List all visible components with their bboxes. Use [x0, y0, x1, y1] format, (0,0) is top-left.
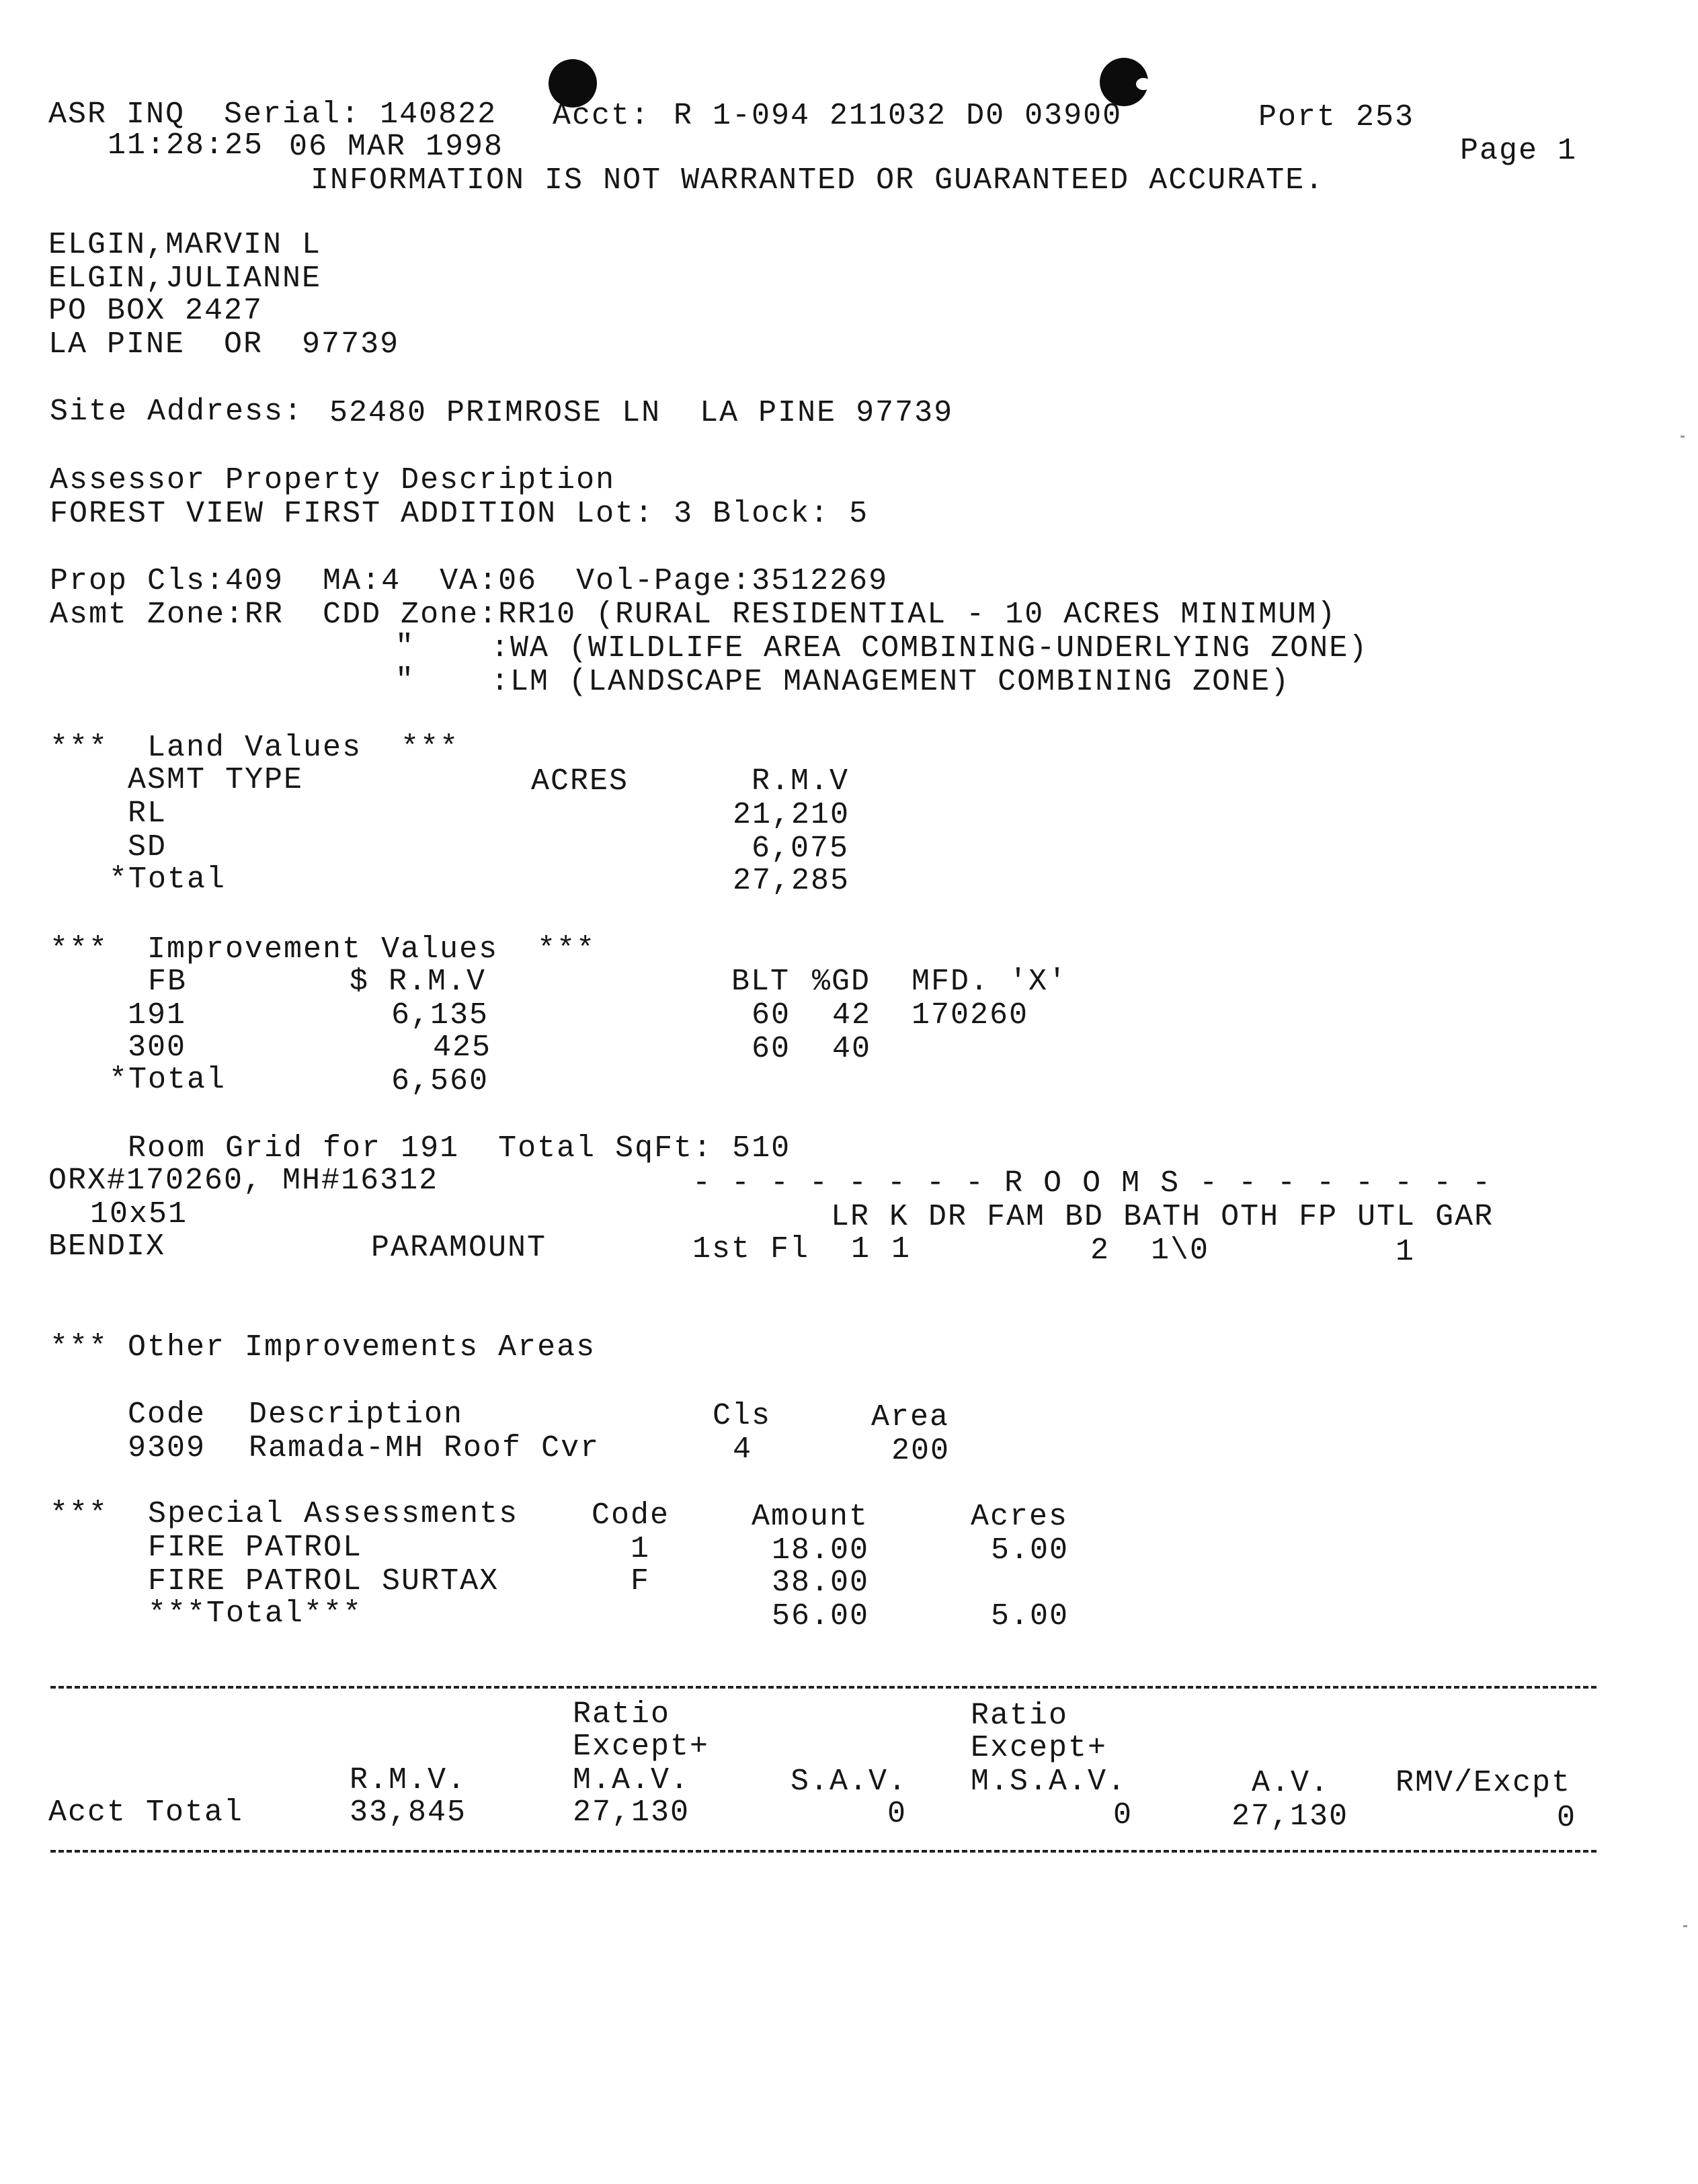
impr-row-gd: 42 — [832, 998, 872, 1033]
improvement-values-heading: *** Improvement Values *** — [50, 932, 596, 967]
land-row-rmv: 21,210 — [733, 798, 850, 832]
legal-description: FOREST VIEW FIRST ADDITION Lot: 3 Block: 5 — [50, 497, 869, 531]
except-label-1: Except+ — [573, 1730, 710, 1764]
dashed-divider-top — [50, 1686, 1596, 1689]
sa-row-name: FIRE PATROL — [148, 1531, 363, 1565]
acct-label: Acct: — [553, 99, 651, 133]
sa-row-code: F — [631, 1564, 651, 1599]
disclaimer: INFORMATION IS NOT WARRANTED OR GUARANTEED ACCURATE. — [311, 163, 1325, 198]
room-lr: 1 — [851, 1232, 871, 1266]
site-address-label: Site Address: — [50, 395, 304, 429]
total-col-av: A.V. — [1252, 1766, 1330, 1800]
land-values-heading: *** Land Values *** — [50, 731, 460, 765]
sa-row-amount: 38.00 — [772, 1566, 870, 1600]
land-total-rmv: 27,285 — [733, 864, 850, 898]
impr-row-rmv: 6,135 — [391, 998, 489, 1033]
land-col-rmv: R.M.V — [752, 764, 850, 799]
scan-speck — [1681, 436, 1685, 438]
impr-row-fb: 300 — [128, 1030, 187, 1065]
sa-row-code: 1 — [631, 1532, 651, 1566]
zone-lm: :LM (LANDSCAPE MANAGEMENT COMBINING ZONE) — [491, 665, 1291, 699]
rooms-banner: - - - - - - - - R O O M S - - - - - - - - — [692, 1166, 1492, 1201]
port-number: Port 253 — [1258, 100, 1415, 134]
sa-row-acres: 5.00 — [991, 1533, 1069, 1568]
room-k: 1 — [891, 1232, 912, 1266]
impr-col-gd: %GD — [812, 965, 871, 999]
other-row-cls: 4 — [733, 1432, 753, 1467]
other-improvements-heading: *** Other Improvements Areas — [50, 1330, 596, 1365]
sa-total-label: ***Total*** — [148, 1596, 363, 1631]
acct-number: R 1-094 211032 D0 03900 — [674, 99, 1123, 133]
sa-row-amount: 18.00 — [772, 1533, 870, 1568]
impr-col-mfd: MFD. 'X' — [912, 965, 1068, 999]
zone-line: Asmt Zone:RR CDD Zone:RR10 (RURAL RESIDENTIAL - 10 ACRES MINIMUM) — [50, 598, 1337, 632]
report-date: 06 MAR 1998 — [289, 130, 504, 164]
sa-col-code: Code — [592, 1498, 670, 1533]
total-col-sav: S.A.V. — [791, 1765, 908, 1799]
impr-col-rmv: $ R.M.V — [350, 965, 487, 999]
other-row-code: 9309 — [128, 1431, 206, 1465]
room-floor: 1st Fl — [692, 1232, 810, 1266]
ratio-label-2: Ratio — [971, 1699, 1069, 1733]
sa-row-name: FIRE PATROL SURTAX — [148, 1564, 499, 1599]
room-bd: 2 — [1090, 1233, 1110, 1268]
orx-mh-number: ORX#170260, MH#16312 — [48, 1164, 439, 1198]
ratio-label-1: Ratio — [573, 1697, 671, 1732]
sa-total-amount: 56.00 — [772, 1599, 870, 1633]
property-class-line: Prop Cls:409 MA:4 VA:06 Vol-Page:3512269 — [50, 564, 889, 598]
report-id-serial: ASR INQ Serial: 140822 — [48, 97, 497, 132]
acct-total-rmv: 33,845 — [350, 1795, 467, 1830]
dashed-divider-bottom — [50, 1850, 1596, 1853]
acct-total-rmvexcpt: 0 — [1557, 1801, 1577, 1835]
site-address: 52480 PRIMROSE LN LA PINE 97739 — [329, 396, 954, 430]
other-col-cls: Cls — [713, 1399, 772, 1433]
acct-total-sav: 0 — [887, 1797, 907, 1831]
owner-name-1: ELGIN,MARVIN L — [48, 228, 322, 262]
other-col-code: Code — [128, 1398, 206, 1432]
impr-col-fb: FB — [148, 965, 188, 999]
other-row-area: 200 — [891, 1434, 951, 1468]
impr-row-gd: 40 — [832, 1032, 872, 1066]
owner-city-state-zip: LA PINE OR 97739 — [48, 327, 400, 362]
impr-row-fb: 191 — [128, 998, 187, 1033]
land-col-type: ASMT TYPE — [128, 763, 304, 797]
total-col-mav: M.A.V. — [573, 1763, 690, 1797]
special-assessments-stars: *** — [50, 1497, 109, 1531]
other-row-desc: Ramada-MH Roof Cvr — [249, 1431, 600, 1465]
acct-total-av: 27,130 — [1231, 1799, 1349, 1834]
impr-row-blt: 60 — [752, 998, 791, 1033]
room-bath: 1\0 — [1151, 1233, 1210, 1268]
land-total-label: *Total — [109, 862, 227, 897]
room-grid-title: Room Grid for 191 Total SqFt: 510 — [128, 1131, 791, 1166]
sa-col-acres: Acres — [971, 1500, 1069, 1534]
land-row-rmv: 6,075 — [752, 832, 850, 866]
home-size: 10x51 — [90, 1197, 188, 1231]
owner-name-2: ELGIN,JULIANNE — [48, 261, 322, 296]
ditto-mark: " — [395, 663, 415, 698]
impr-col-blt: BLT — [731, 965, 791, 999]
impr-row-rmv: 425 — [433, 1030, 492, 1065]
zone-wa: :WA (WILDLIFE AREA COMBINING-UNDERLYING ZONE) — [491, 631, 1369, 665]
report-time: 11:28:25 — [108, 128, 264, 163]
acct-total-mav: 27,130 — [573, 1795, 690, 1830]
sa-col-amount: Amount — [752, 1500, 869, 1534]
land-col-acres: ACRES — [531, 764, 629, 799]
special-assessments-heading: Special Assessments — [148, 1497, 519, 1531]
total-col-rmv: R.M.V. — [350, 1763, 467, 1797]
room-utl: 1 — [1396, 1235, 1416, 1269]
land-row-type: SD — [128, 830, 167, 864]
room-columns: LR K DR FAM BD BATH OTH FP UTL GAR — [831, 1200, 1494, 1234]
scan-speck — [1683, 1925, 1687, 1927]
except-label-2: Except+ — [971, 1731, 1108, 1765]
other-col-area: Area — [871, 1400, 950, 1434]
impr-row-mfd: 170260 — [912, 998, 1029, 1033]
acct-total-msav: 0 — [1113, 1798, 1133, 1832]
other-col-desc: Description — [249, 1398, 464, 1432]
owner-address: PO BOX 2427 — [48, 294, 264, 328]
impr-total-rmv: 6,560 — [391, 1064, 489, 1098]
total-col-rmvexcpt: RMV/Excpt — [1396, 1766, 1572, 1800]
page-number: Page 1 — [1460, 134, 1578, 168]
home-model: PARAMOUNT — [371, 1231, 547, 1265]
ditto-mark: " — [395, 630, 415, 664]
land-row-type: RL — [128, 797, 167, 831]
total-col-msav: M.S.A.V. — [971, 1765, 1127, 1799]
acct-total-label: Acct Total — [48, 1795, 244, 1830]
sa-total-acres: 5.00 — [991, 1599, 1069, 1633]
impr-total-label: *Total — [109, 1063, 227, 1097]
impr-row-blt: 60 — [752, 1032, 791, 1066]
description-heading: Assessor Property Description — [50, 463, 616, 497]
home-make: BENDIX — [48, 1229, 166, 1264]
